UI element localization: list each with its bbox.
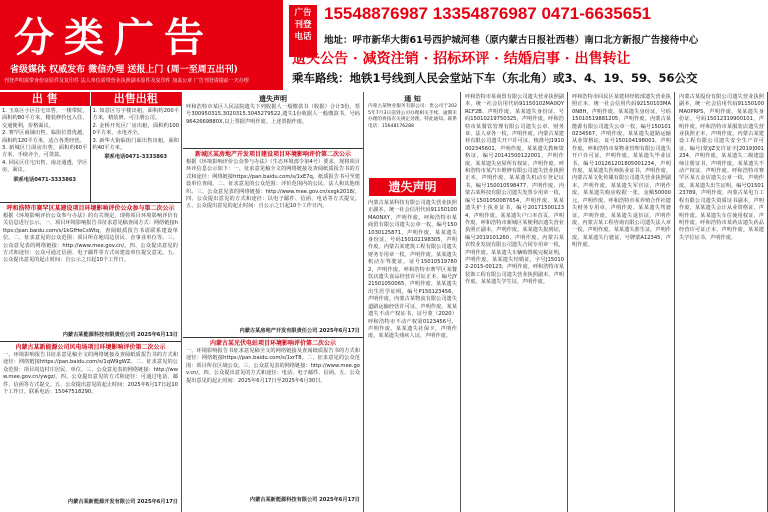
list-item: 2. 赛罕区商铺出售，临街位置优越，面积约120平方米，适合各类经营。 <box>2 130 88 144</box>
notice-title: 呼和浩特市赛罕区某建设项目环境影响评价公众参与第二次公示 <box>6 205 175 212</box>
lost-notice-list <box>676 92 767 512</box>
section-body: 呼和浩特市回民区某建材经销部遗失营业执照正本，统一社会信用代码92150103MA0N8H，声明作废。某某遗失身份证，号码15010519881205，声明作废。内蒙古某能源有限公司遗失公章一枚，编号1501010234567，声明作废。某某遗失道路运输从业资格证，证号150104198001，声明作废。呼和浩特市某物业管理有限公司遗失开户许可证，声明作废。某某遗失毕业证书，编号101261201805001234，声明作废。某某遗失医师执业证书，声明作废。内蒙古某文化传媒有限公司遗失营业执照副本，声明作废。某某遗失军官证，声明作废。某某遗失购房收据一张，金额50000元，声明作废。呼和浩特市某养殖合作社遗失财务专用章，声明作废。某某遗失驾驶证，声明作废。某某遗失退伍证，声明作废。内蒙古某工程咨询有限公司遗失法人章一枚，声明作废。某某遗失准生证，声明作废。某某遗失行驶证，号牌蒙A12345，声明作废。 <box>572 94 671 249</box>
list-item: 3. 新城区门面房出售，面积约60平方米，手续齐全，可贷款。 <box>2 145 88 159</box>
section-title: 通 知 <box>404 95 421 103</box>
section-body: 呼和浩特市某商贸有限公司遗失营业执照副本，统一社会信用代码91150102MA0QYRCF2B，声明作废。某某遗失身份证，号码15010219750325，声明作废。呼和浩特市某餐饮管理有限公司遗失公章、财务章、法人章各一枚，声明作废。内蒙古某建材有限公司遗失开户许可证，核准号J1910002345601，声明作废。某某遗失教师资格证，编号20141500122001，声明作废。某某遗失房屋所有权证，声明作废。呼和浩特市某汽车维修有限公司遗失营业执照正本，声明作废。某某遗失机动车登记证书，编号150010598477，声明作废。内蒙古某科技有限公司遗失发票专用章一枚，编号1501050087654，声明作废。某某遗失护士执业证书，编号201715001234，声明作废。某某遗失户口本首页，声明作废。呼和浩特市新城区某便利店遗失营业执照正副本，声明作废。某某遗失报到证，编号2019101260，声明作废。内蒙古某农牧业发展有限公司遗失合同专用章一枚，声明作废。某某遗失车辆购置税完税证明，声明作废。某某遗失结婚证，字号J150102-2015-00123，声明作废。呼和浩特市某装饰工程有限公司遗失营业执照副本，声明作废。某某遗失学生证，声明作废。 <box>465 94 564 286</box>
section-body: 内蒙古某物业服务有限公司：贵公司于2025年7月3日前到公司办理相关手续，逾期未办理的将按有关规定处理。特此通知。联系电话：15648176288 <box>368 104 457 129</box>
section-body: 内蒙古某股份有限公司遗失营业执照副本，统一社会信用代码91150100MA0PRPS，声明作废。某某遗失身份证，号码15012319900101，声明作废。呼和浩特市某服装店遗失营业执照正本，声明作废。内蒙古某建设工程有限公司遗失安全生产许可证，编号(蒙)JZ安许证字[2019]001234，声明作废。某某遗失二级建造师注册证书，声明作废。某某遗失不动产权证，声明作废。呼和浩特市赛罕区某五金店遗失公章一枚，声明作废。某某遗失出生证明，编号Q150123789，声明作废。内蒙古某电力工程有限公司遗失资质证书副本，声明作废。某某遗失会计从业资格证，声明作废。某某遗失车位使用权证，声明作废。呼和浩特市某药店遗失药品经营许可证正本，声明作废。某某遗失学位证书，声明作废。 <box>679 94 764 241</box>
masthead <box>0 0 768 90</box>
notice-block <box>183 337 363 497</box>
hotline-line: 刊登 <box>294 20 312 30</box>
notice-body: 一、环境影响报告书征求意见稿全文的网络链接及查阅纸质报告书的方式和途径：网络链接https://pan.baidu.com/s/1xrT8。二、征求意见的公众范围：项目所在区域公众。三、公众意见表的网络链接：http://www.mee.gov.cn/。四、公众提出意见的方式和途径：电话、电子邮件、信函。五、公众提出意见的起止时间：2025年6月17日至2025年6月30日。 <box>186 348 360 384</box>
brand-slogan: 省级媒体 权威发布 微信办理 送报上门 (周一至周五出刊) <box>10 65 238 75</box>
notice-body: 一、环境影响报告书征求意见稿全文的网络链接及查阅纸质报告书的方式和途径：网络链接https://pan.baidu.com/s/1qW9gWZ。二、征求意见的公众范围：项目周边村庄居民、单位。三、公众意见表的网络链接：http://www.mee.gov.cn/ywgz/。四、公众提出意见的方式和途径：可通过电话、邮件、信函等方式提交。五、公众提出意见的起止时间：2025年6月17日起10个工作日。联系电话：15047518290。 <box>3 352 178 396</box>
lost-notice-list <box>462 92 567 512</box>
page-title: 分类广告 <box>14 14 214 61</box>
lost-notice-block <box>183 92 363 148</box>
notice-signature: 内蒙古某房地产开发有限责任公司 2025年6月17日 <box>239 328 360 334</box>
tab-sale: 出 售 <box>0 92 91 106</box>
column-tongzhi <box>365 92 461 512</box>
column-sale <box>0 92 182 512</box>
brand-block <box>0 0 283 90</box>
notice-body: 根据《环境影响评价公众参与办法》的有关规定，现将项目环境影响评价有关信息进行公示。一、项目环境影响报告书征求意见稿查阅方式：网络链接https://pan.baidu.com/s/1kGfHeCsWtq，查阅纸质报告书请联系建设单位。二、征求意见的公众范围：项目所在地周边居民、企事业单位等。三、公众意见表的网络链接：http://www.mee.gov.cn/。四、公众提出意见的方式和途径：公众可通过信函、电子邮件等方式向建设单位提交意见。五、公众提出意见的起止时间：自公示之日起10个工作日。 <box>3 213 178 264</box>
services-banner: 遗失公告 · 减资注销 · 招标环评 · 结婚启事 · 出售转让 <box>292 51 631 67</box>
notice-title: 新城区某房地产开发项目建设项目环境影响评价第二次公示 <box>194 151 351 158</box>
route-line: 乘车路线：地铁1号线到人民会堂站下车（东北角）或3、4、19、59、56公交 <box>292 71 698 85</box>
column-lost-1 <box>462 92 568 512</box>
list-item: 4. 回民区住宅出售，南北通透，学区房，面议。 <box>2 159 88 174</box>
lost-notice-list <box>365 198 460 512</box>
section-title: 遗失声明 <box>259 95 287 103</box>
contact-rent: 联系电话0471-3333863 <box>104 154 168 161</box>
hotline-line: 电话 <box>294 32 312 42</box>
tongzhi-block <box>365 92 460 176</box>
notice-title: 内蒙古某光伏电站项目环境影响评价第二次公示 <box>209 340 336 347</box>
section-body: 内蒙古某某科技有限公司遗失营业执照正副本，统一社会信用代码91150100MA0NXY，声明作废。呼和浩特市某商贸有限公司遗失公章一枚，编号1501030125871，声明作废。某某遗失身份证，号码150102198305，声明作废。内蒙古某建筑工程有限公司遗失财务专用章一枚，声明作废。某某遗失机动车驾驶证，证号150105197802，声明作废。呼和浩特市赛罕区某餐饮店遗失食品经营许可证正本，编号JY21501050065，声明作废。某某遗失出生医学证明，编号P150123456，声明作废。内蒙古某物流有限公司遗失道路运输经营许可证，声明作废。某某遗失不动产权证书，证号蒙（2020）呼和浩特市不动产权第0123456号，声明作废。某某遗失社保卡，声明作废。某某遗失残疾人证，声明作废。 <box>368 200 457 340</box>
notice-signature: 内蒙古某新能源科技有限公司 2025年6月17日 <box>249 497 360 503</box>
tab-row <box>0 92 181 106</box>
notice-signature: 内蒙古某能源科技有限责任公司 2025年6月13日 <box>62 332 178 338</box>
notice-block <box>0 202 181 332</box>
notice-title: 内蒙古某新能源公司风电场项目环境影响评价第二次公示 <box>15 344 166 351</box>
lost-notice-banner: 遗失声明 <box>369 178 456 196</box>
tab-rent: 出售出租 <box>91 92 182 106</box>
list-item: 1. 玉泉区小区住宅出售，一楼带院，面积约80平方米，精装修拎包入住，交通便利，价格面议。 <box>2 108 88 129</box>
list-item: 2. 金桥开发区厂房出租，面积约1000平方米，水电齐全。 <box>92 122 179 137</box>
hotline-line: 广告 <box>294 8 312 18</box>
column-notices <box>183 92 364 512</box>
section-body: 呼和浩特市某区人民法院遗失下列收据人一般缴款书（收据）合计3份，票号300950315,3020315,3045279522,遗失1份收据人一般缴款书，号码9642669880X,以上票据声明作废。上述票据作废。 <box>186 104 360 125</box>
lost-notice-list <box>569 92 674 512</box>
column-lost-3 <box>676 92 768 512</box>
rent-list <box>91 106 182 202</box>
sale-rent-body <box>0 106 181 202</box>
notice-body: 根据《环境影响评价公众参与办法》（生态环境部令第4号）要求，现将项目环评信息公示如下：一、征求意见稿全文的网络链接及查阅纸质报告书的方式和途径：网络链接https://pan.baidu.com/s/1xE7q，纸质报告书可至建设单位查阅。二、征求意见的公众范围：评价范围内的公民、法人和其他组织。三、公众意见表的网络链接：http://www.mee.gov.cn/xxgk2018/。四、公众提出意见的方式和途径：以电子邮件、信函、电话等方式提交。五、公众提出意见的起止时间：自公示之日起10个工作日内。 <box>186 159 360 210</box>
sale-list <box>0 106 91 202</box>
list-item: 1. 如意区写字楼出租，面积约200平方米，精装修，可注册公司。 <box>92 108 179 122</box>
notice-block <box>183 148 363 328</box>
contact-sale: 联系电话0471-3333863 <box>13 176 77 183</box>
phone-numbers: 15548876987 13354876987 0471-6635651 <box>324 4 652 23</box>
list-item: 3. 新华大街临街门面出售出租，面积约40平方米。 <box>92 137 179 152</box>
notice-signature: 内蒙古某新能源开发有限公司 2025年6月17日 <box>67 499 178 505</box>
brand-note: 刊登声明需带身份证原件及复印件 法人单位需带营业执照副本原件及复印件 加盖公章 广告刊登请提前一天办理 <box>4 78 249 84</box>
column-lost-2 <box>569 92 675 512</box>
notice-block <box>0 341 181 499</box>
address-line: 地址：呼市新华大街61号西护城河巷（原内蒙古日报社西巷）南口北方新报广告接待中心 <box>324 35 699 46</box>
